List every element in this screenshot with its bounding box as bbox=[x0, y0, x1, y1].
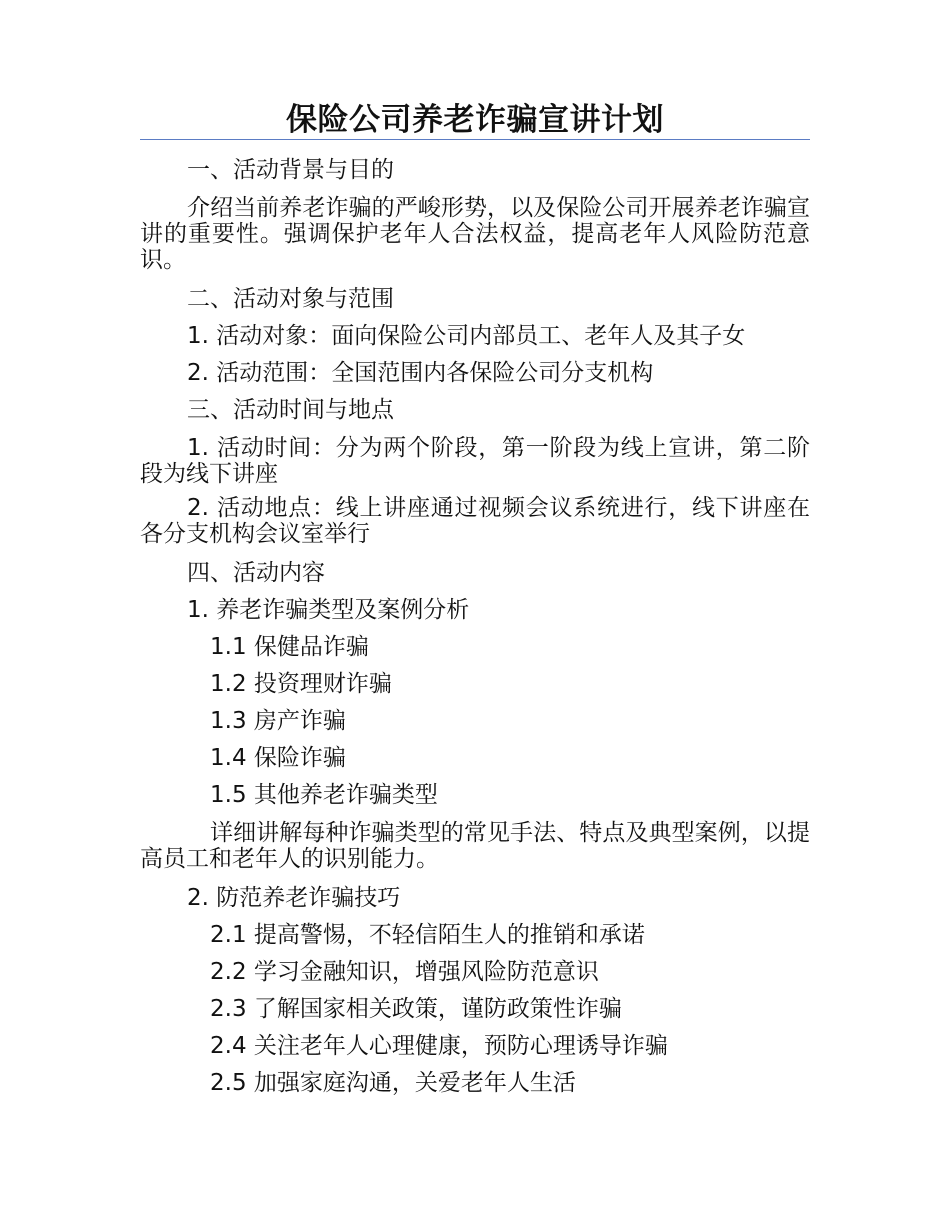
list-item: 2.3 了解国家相关政策，谨防政策性诈骗 bbox=[210, 996, 622, 1022]
list-item: 2.1 提高警惕，不轻信陌生人的推销和承诺 bbox=[210, 922, 645, 948]
list-item: 1.1 保健品诈骗 bbox=[210, 634, 369, 660]
title-underline bbox=[140, 139, 810, 140]
section-heading-time-place: 三、活动时间与地点 bbox=[187, 397, 394, 423]
list-item: 1.5 其他养老诈骗类型 bbox=[210, 782, 438, 808]
scope-item: 2. 活动范围：全国范围内各保险公司分支机构 bbox=[187, 360, 654, 386]
list-item: 2.5 加强家庭沟通，关爱老年人生活 bbox=[210, 1070, 576, 1096]
section-heading-content: 四、活动内容 bbox=[187, 560, 325, 586]
content-subheading-types: 1. 养老诈骗类型及案例分析 bbox=[187, 597, 470, 623]
document-title: 保险公司养老诈骗宣讲计划 bbox=[286, 102, 664, 138]
background-paragraph: 介绍当前养老诈骗的严峻形势，以及保险公司开展养老诈骗宣讲的重要性。强调保护老年人合法权益，提高老年人风险防范意识。 bbox=[140, 195, 810, 273]
audience-item: 1. 活动对象：面向保险公司内部员工、老年人及其子女 bbox=[187, 323, 746, 349]
types-explanation-paragraph: 详细讲解每种诈骗类型的常见手法、特点及典型案例，以提高员工和老年人的识别能力。 bbox=[140, 820, 810, 872]
list-item: 2.2 学习金融知识，增强风险防范意识 bbox=[210, 959, 599, 985]
list-item: 1.4 保险诈骗 bbox=[210, 745, 346, 771]
time-item: 1. 活动时间：分为两个阶段，第一阶段为线上宣讲，第二阶段为线下讲座 bbox=[140, 435, 810, 487]
list-item: 1.3 房产诈骗 bbox=[210, 708, 346, 734]
section-heading-background: 一、活动背景与目的 bbox=[187, 157, 394, 183]
place-item: 2. 活动地点：线上讲座通过视频会议系统进行，线下讲座在各分支机构会议室举行 bbox=[140, 495, 810, 547]
content-subheading-prevention: 2. 防范养老诈骗技巧 bbox=[187, 885, 401, 911]
section-heading-audience: 二、活动对象与范围 bbox=[187, 286, 394, 312]
document-body bbox=[140, 152, 810, 1102]
list-item: 2.4 关注老年人心理健康，预防心理诱导诈骗 bbox=[210, 1033, 668, 1059]
list-item: 1.2 投资理财诈骗 bbox=[210, 671, 392, 697]
